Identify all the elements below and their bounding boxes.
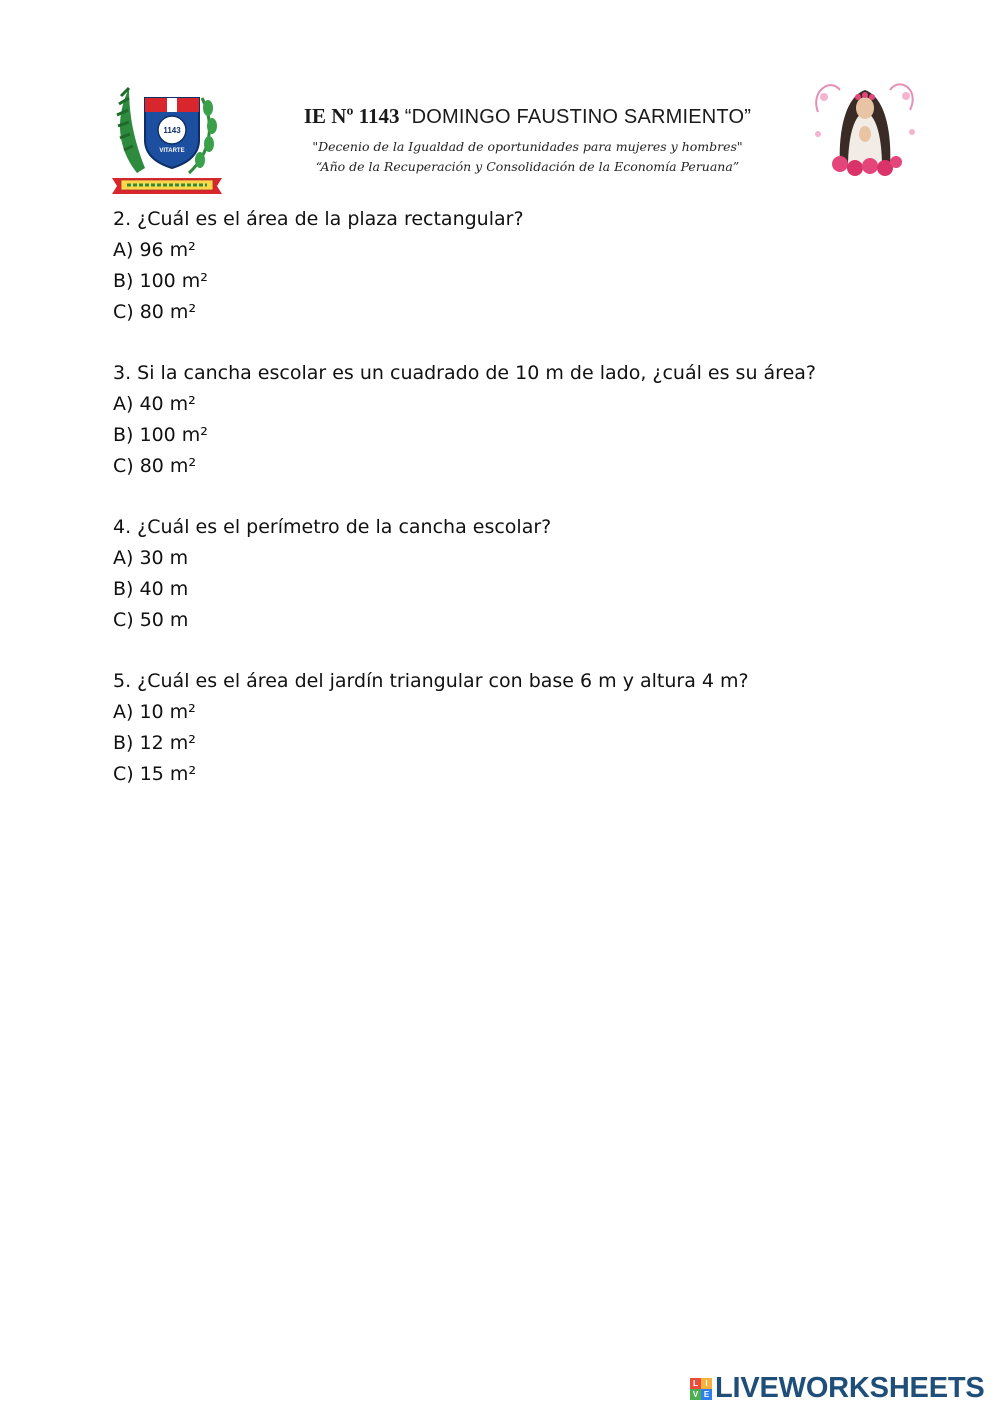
decade-motto: "Decenio de la Igualdad de oportunidades para mujeres y hombres" (312, 139, 743, 154)
school-header (230, 104, 825, 177)
answer-option-a[interactable]: A) 10 m² (113, 701, 196, 723)
answer-option-c[interactable]: C) 15 m² (113, 763, 197, 785)
brand-letter-e: E (701, 1389, 712, 1400)
brand-letter-v: V (690, 1389, 701, 1400)
question-3 (113, 358, 816, 482)
answer-option-a[interactable]: A) 30 m (113, 547, 189, 569)
saint-rosa-icon (810, 72, 920, 176)
school-title (230, 104, 825, 129)
answer-option-c[interactable]: C) 80 m² (113, 455, 197, 477)
school-title-name: “DOMINGO FAUSTINO SARMIENTO” (404, 106, 752, 128)
question-prompt: 3. Si la cancha escolar es un cuadrado de 10 m de lado, ¿cuál es su área? (113, 362, 816, 384)
answer-option-b[interactable]: B) 12 m² (113, 732, 196, 754)
school-title-prefix: IE Nº 1143 (303, 104, 400, 128)
answer-option-b[interactable]: B) 40 m (113, 578, 189, 600)
answer-option-b[interactable]: B) 100 m² (113, 424, 208, 446)
answer-option-a[interactable]: A) 40 m² (113, 393, 196, 415)
answer-option-b[interactable]: B) 100 m² (113, 270, 208, 292)
question-prompt: 4. ¿Cuál es el perímetro de la cancha escolar? (113, 516, 552, 538)
liveworksheets-brand[interactable] (690, 1372, 985, 1405)
question-prompt: 2. ¿Cuál es el área de la plaza rectangular? (113, 208, 524, 230)
liveworksheets-logo-icon (690, 1378, 712, 1400)
answer-option-c[interactable]: C) 50 m (113, 609, 189, 631)
question-4 (113, 512, 816, 636)
question-2 (113, 204, 816, 328)
answer-option-a[interactable]: A) 96 m² (113, 239, 196, 261)
brand-letter-i: I (701, 1378, 712, 1389)
school-crest-icon (107, 78, 227, 196)
answer-option-c[interactable]: C) 80 m² (113, 301, 197, 323)
year-motto: “Año de la Recuperación y Consolidación de la Economía Peruana” (315, 159, 740, 174)
brand-name: LIVEWORKSHEETS (715, 1372, 985, 1404)
crest-city: VITARTE (159, 148, 185, 154)
crest-number: 1143 (163, 126, 181, 135)
brand-letter-l: L (690, 1378, 701, 1389)
question-5 (113, 666, 816, 790)
question-prompt: 5. ¿Cuál es el área del jardín triangular con base 6 m y altura 4 m? (113, 670, 749, 692)
quiz-questions (113, 204, 816, 820)
